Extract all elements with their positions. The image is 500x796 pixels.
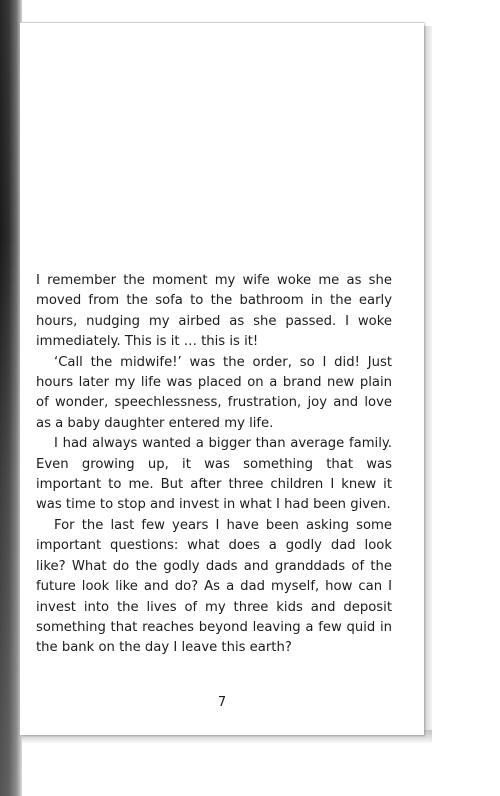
book-page	[20, 22, 424, 735]
paragraph-1: I remember the moment my wife woke me as she moved from the sofa to the bathroom in the early hours, nudging my airbed as she passed. I woke immediately. This is it … this is it!	[36, 273, 392, 350]
body-text	[36, 271, 392, 659]
paragraph-4: For the last few years I have been asking some important questions: what does a godly dad look like? What do the godly dads and granddads of the future look like and do? As a dad myself, how can I invest into the lives of my three kids and deposit something that reaches beyond leaving a few quid in the bank on the day I leave this earth?	[36, 517, 392, 656]
book-spine-edge	[0, 0, 22, 796]
page-number: 7	[217, 695, 227, 710]
paragraph-3: I had always wanted a bigger than average family. Even growing up, it was something that was important to me. But after three children I knew it was time to stop and invest in what I had been given.	[36, 436, 392, 513]
paragraph-2: ‘Call the midwife!’ was the order, so I did! Just hours later my life was placed on a brand new plain of wonder, speechlessness, frustration, joy and love as a baby daughter entered my life.	[36, 354, 392, 431]
